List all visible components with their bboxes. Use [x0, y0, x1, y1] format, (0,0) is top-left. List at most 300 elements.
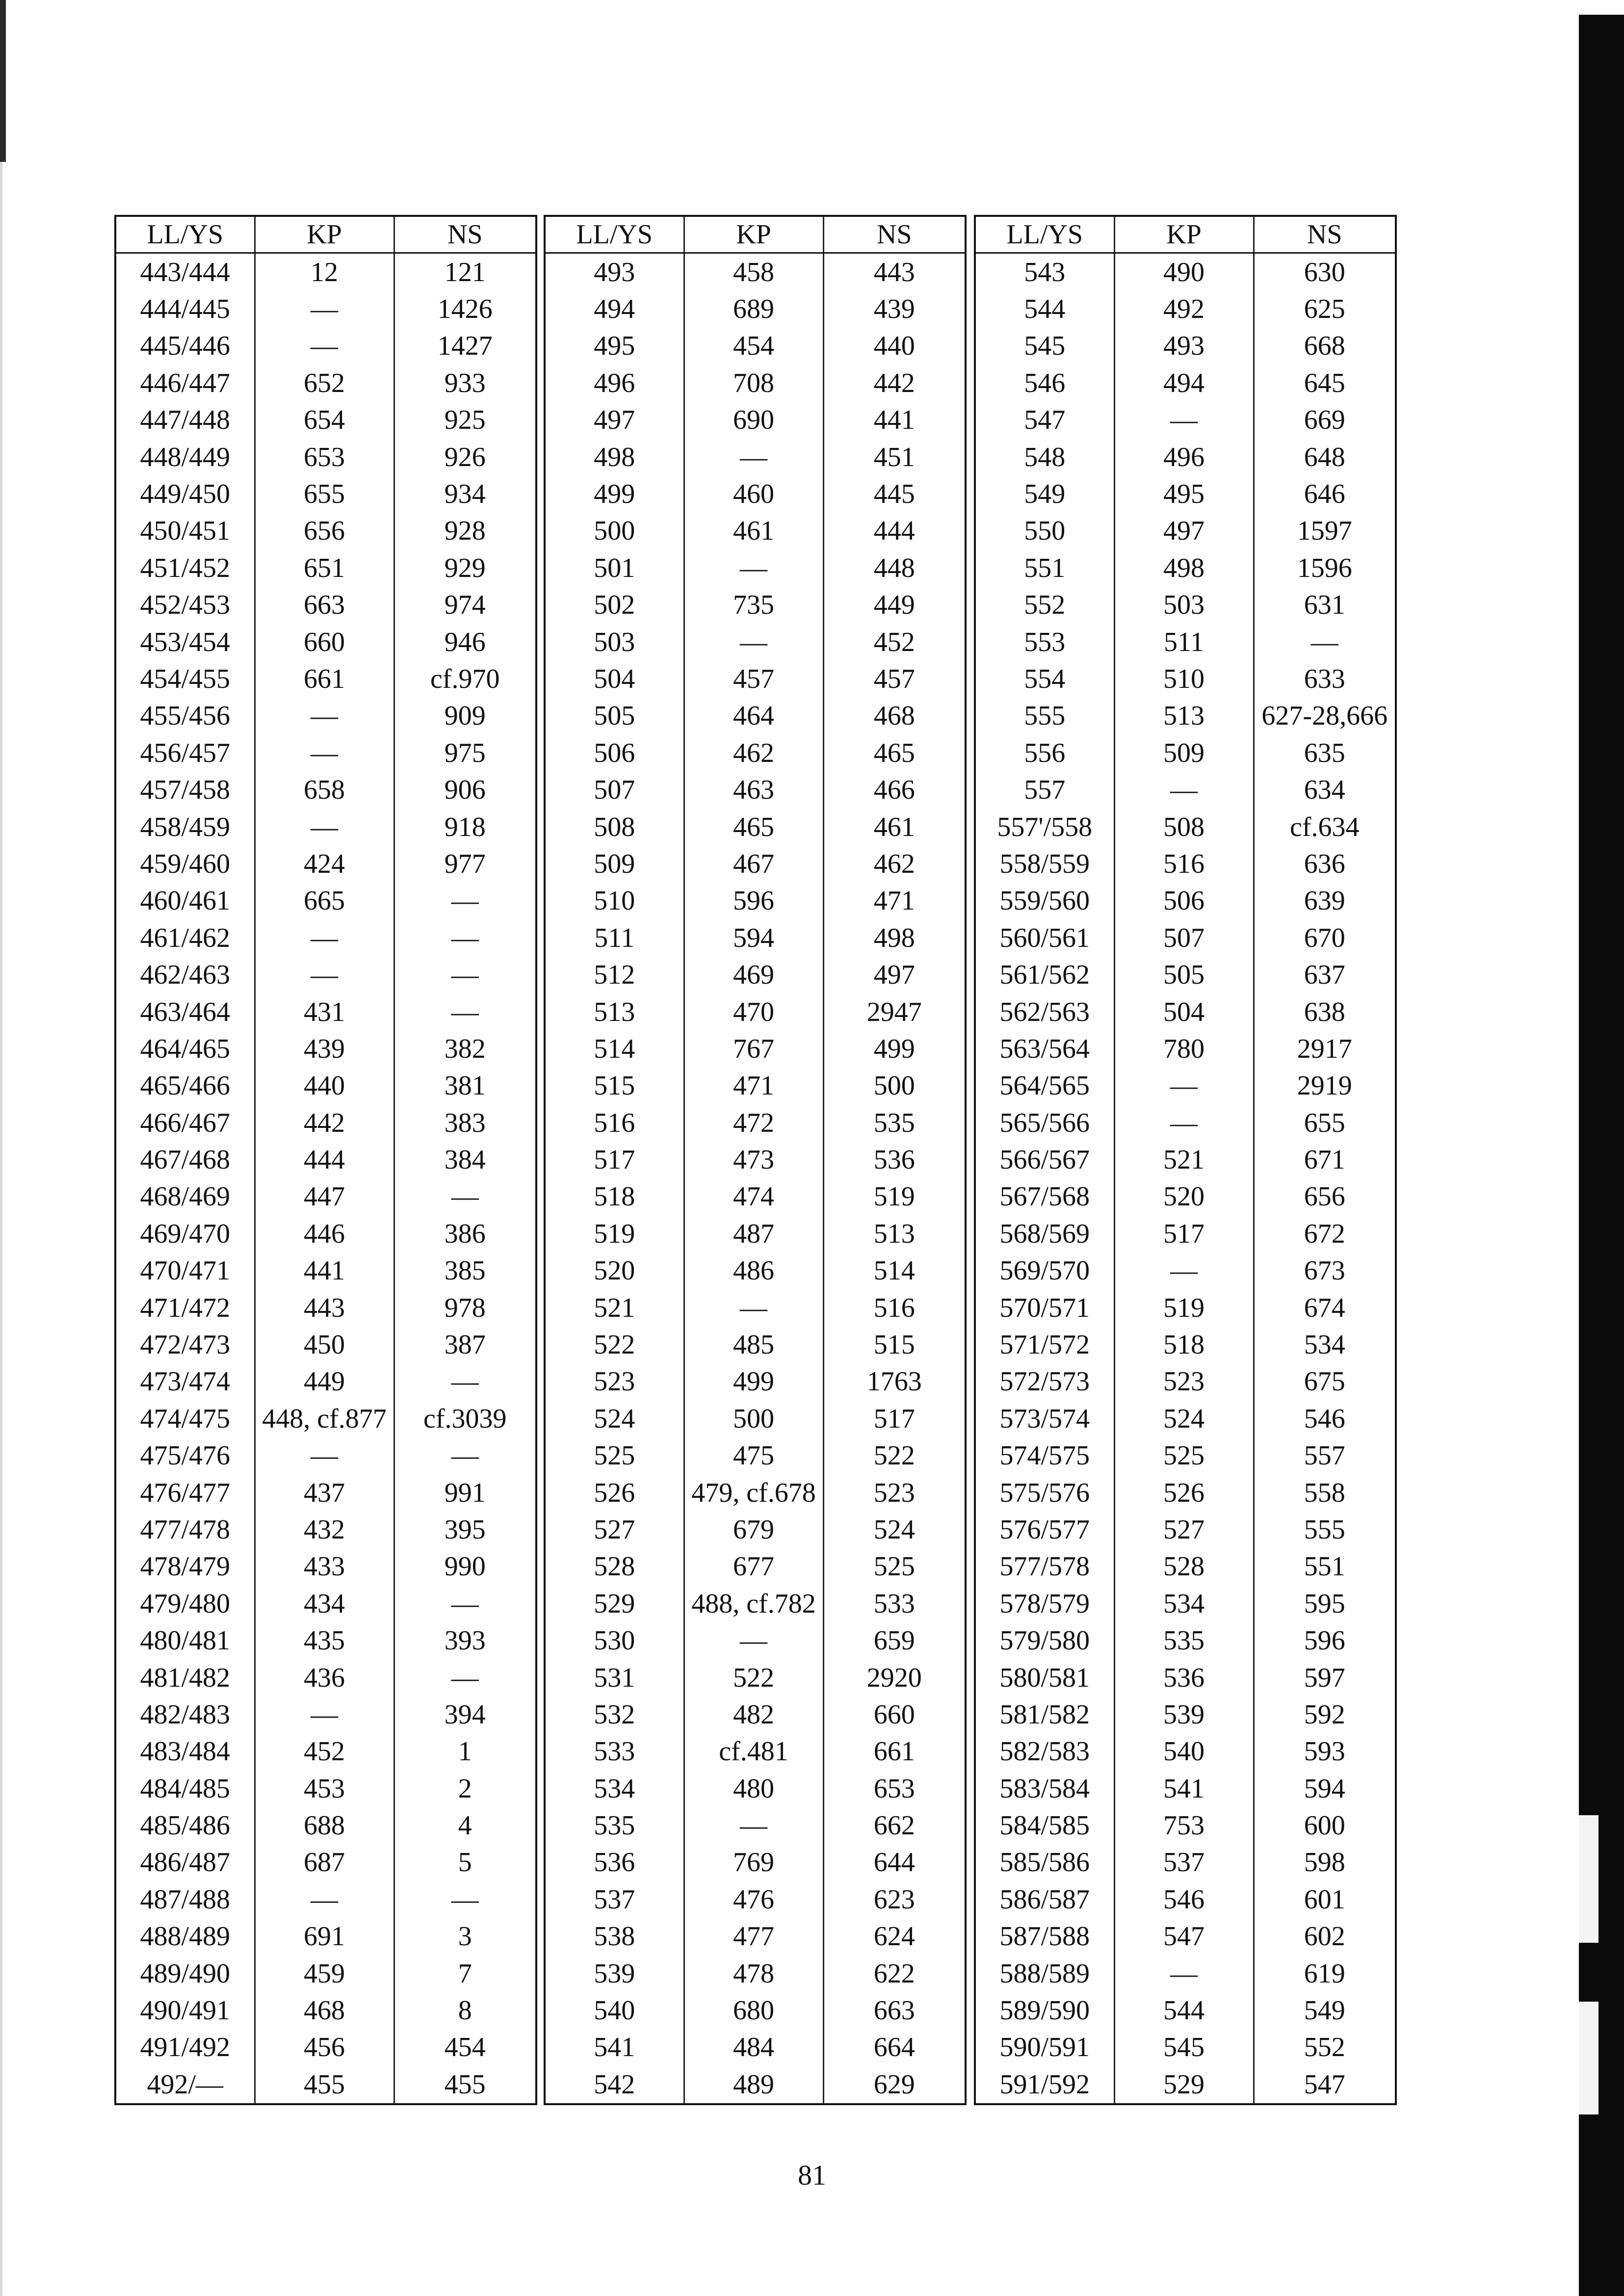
- cell-kp: 463: [684, 771, 823, 808]
- cell-ns: 909: [394, 698, 536, 734]
- cell-llys: 465/466: [115, 1068, 255, 1104]
- cell-ns: —: [394, 956, 536, 993]
- cell-ns: 918: [394, 809, 536, 845]
- cell-kp: 477: [684, 1918, 823, 1955]
- cell-kp: 688: [255, 1807, 394, 1844]
- cell-kp: 431: [255, 993, 394, 1030]
- cell-ns: 516: [823, 1289, 966, 1326]
- table-row: [975, 1400, 1396, 1437]
- cell-ns: 455: [394, 2066, 536, 2104]
- cell-ns: 457: [823, 660, 966, 697]
- cell-ns: 596: [1254, 1622, 1396, 1659]
- cell-llys: 451/452: [115, 549, 255, 586]
- cell-kp: 439: [255, 1030, 394, 1067]
- table-row: [975, 1918, 1396, 1955]
- cell-kp: 459: [255, 1955, 394, 1992]
- cell-llys: 574/575: [975, 1437, 1114, 1474]
- table-row: [545, 1141, 966, 1178]
- cell-llys: 586/587: [975, 1881, 1114, 1918]
- table-row: [115, 734, 536, 771]
- table-row: [115, 253, 536, 291]
- table-row: [975, 660, 1396, 697]
- cell-kp: 652: [255, 365, 394, 401]
- cell-llys: 550: [975, 513, 1114, 549]
- cell-kp: 735: [684, 587, 823, 624]
- cell-llys: 536: [545, 1844, 684, 1881]
- table-row: [975, 1068, 1396, 1104]
- cell-llys: 491/492: [115, 2029, 255, 2066]
- cell-llys: 497: [545, 402, 684, 439]
- cell-ns: 468: [823, 698, 966, 734]
- cell-llys: 524: [545, 1400, 684, 1437]
- cell-llys: 570/571: [975, 1289, 1114, 1326]
- table-row: [545, 734, 966, 771]
- cell-llys: 590/591: [975, 2029, 1114, 2066]
- cell-llys: 551: [975, 549, 1114, 586]
- cell-ns: 661: [823, 1733, 966, 1770]
- cell-llys: 559/560: [975, 883, 1114, 919]
- cell-ns: 449: [823, 587, 966, 624]
- cell-ns: 442: [823, 365, 966, 401]
- cell-ns: 2917: [1254, 1030, 1396, 1067]
- concordance-table-2: [544, 215, 967, 2105]
- cell-ns: 674: [1254, 1289, 1396, 1326]
- cell-llys: 506: [545, 734, 684, 771]
- table-row: [975, 1437, 1396, 1474]
- table-row: [975, 993, 1396, 1030]
- cell-ns: 602: [1254, 1918, 1396, 1955]
- cell-ns: 926: [394, 439, 536, 475]
- cell-ns: 383: [394, 1104, 536, 1141]
- cell-llys: 546: [975, 365, 1114, 401]
- cell-kp: 484: [684, 2029, 823, 2066]
- cell-llys: 447/448: [115, 402, 255, 439]
- cell-ns: 653: [823, 1770, 966, 1807]
- cell-kp: 517: [1114, 1215, 1254, 1252]
- cell-llys: 535: [545, 1807, 684, 1844]
- cell-kp: 680: [684, 1992, 823, 2029]
- cell-llys: 572/573: [975, 1363, 1114, 1400]
- cell-kp: 461: [684, 513, 823, 549]
- cell-kp: —: [1114, 1104, 1254, 1141]
- table-row: [975, 1215, 1396, 1252]
- table-row: [545, 1030, 966, 1067]
- cell-ns: 594: [1254, 1770, 1396, 1807]
- cell-kp: 497: [1114, 513, 1254, 549]
- cell-ns: 928: [394, 513, 536, 549]
- table-row: [115, 1733, 536, 1770]
- cell-kp: 492: [1114, 290, 1254, 327]
- table-row: [545, 1585, 966, 1622]
- cell-ns: 636: [1254, 845, 1396, 882]
- table-row: [115, 290, 536, 327]
- cell-llys: 488/489: [115, 1918, 255, 1955]
- cell-kp: 526: [1114, 1474, 1254, 1511]
- cell-llys: 542: [545, 2066, 684, 2104]
- table-row: [115, 1141, 536, 1178]
- table-row: [545, 698, 966, 734]
- cell-llys: 501: [545, 549, 684, 586]
- cell-llys: 568/569: [975, 1215, 1114, 1252]
- cell-llys: 569/570: [975, 1252, 1114, 1289]
- cell-ns: 660: [823, 1696, 966, 1733]
- header-llys: LL/YS: [115, 216, 255, 253]
- cell-llys: 457/458: [115, 771, 255, 808]
- table-row: [545, 1881, 966, 1918]
- table-row: [115, 365, 536, 401]
- cell-ns: 517: [823, 1400, 966, 1437]
- cell-kp: 665: [255, 883, 394, 919]
- cell-kp: —: [1114, 1068, 1254, 1104]
- table-row: [545, 1770, 966, 1807]
- cell-ns: 672: [1254, 1215, 1396, 1252]
- cell-llys: 563/564: [975, 1030, 1114, 1067]
- cell-ns: 549: [1254, 1992, 1396, 2029]
- cell-kp: 547: [1114, 1918, 1254, 1955]
- cell-kp: 456: [255, 2029, 394, 2066]
- cell-kp: 12: [255, 253, 394, 291]
- cell-kp: 546: [1114, 1881, 1254, 1918]
- table-row: [975, 1030, 1396, 1067]
- cell-llys: 460/461: [115, 883, 255, 919]
- table-row: [545, 956, 966, 993]
- cell-ns: 384: [394, 1141, 536, 1178]
- cell-ns: 534: [1254, 1326, 1396, 1363]
- cell-ns: 4: [394, 1807, 536, 1844]
- cell-llys: 539: [545, 1955, 684, 1992]
- cell-ns: 513: [823, 1215, 966, 1252]
- cell-llys: 470/471: [115, 1252, 255, 1289]
- cell-llys: 509: [545, 845, 684, 882]
- cell-llys: 511: [545, 919, 684, 956]
- table-row: [115, 1400, 536, 1437]
- cell-kp: —: [684, 1622, 823, 1659]
- cell-llys: 585/586: [975, 1844, 1114, 1881]
- cell-kp: —: [255, 1881, 394, 1918]
- table-row: [975, 698, 1396, 734]
- cell-ns: 645: [1254, 365, 1396, 401]
- table-row: [545, 1068, 966, 1104]
- table-row: [545, 1992, 966, 2029]
- cell-ns: 466: [823, 771, 966, 808]
- cell-kp: 511: [1114, 624, 1254, 660]
- table-row: [975, 883, 1396, 919]
- cell-ns: 535: [823, 1104, 966, 1141]
- cell-llys: 469/470: [115, 1215, 255, 1252]
- table-row: [545, 883, 966, 919]
- cell-ns: 515: [823, 1326, 966, 1363]
- table-row: [545, 253, 966, 291]
- cell-kp: 521: [1114, 1141, 1254, 1178]
- header-kp: KP: [684, 216, 823, 253]
- cell-llys: 464/465: [115, 1030, 255, 1067]
- cell-kp: 462: [684, 734, 823, 771]
- cell-llys: 443/444: [115, 253, 255, 291]
- cell-ns: 385: [394, 1252, 536, 1289]
- table-row: [975, 809, 1396, 845]
- cell-llys: 468/469: [115, 1178, 255, 1215]
- table-row: [975, 1807, 1396, 1844]
- cell-llys: 444/445: [115, 290, 255, 327]
- table-row: [115, 328, 536, 365]
- cell-llys: 481/482: [115, 1659, 255, 1696]
- cell-llys: 579/580: [975, 1622, 1114, 1659]
- table-row: [115, 1585, 536, 1622]
- cell-ns: 536: [823, 1141, 966, 1178]
- cell-kp: 524: [1114, 1400, 1254, 1437]
- table-row: [545, 1548, 966, 1585]
- table-row: [975, 919, 1396, 956]
- cell-kp: —: [684, 624, 823, 660]
- cell-llys: 581/582: [975, 1696, 1114, 1733]
- cell-ns: 639: [1254, 883, 1396, 919]
- cell-ns: 671: [1254, 1141, 1396, 1178]
- table-row: [115, 513, 536, 549]
- cell-kp: 656: [255, 513, 394, 549]
- cell-kp: 691: [255, 1918, 394, 1955]
- cell-kp: 455: [255, 2066, 394, 2104]
- cell-kp: 496: [1114, 439, 1254, 475]
- cell-ns: 673: [1254, 1252, 1396, 1289]
- cell-llys: 544: [975, 290, 1114, 327]
- table-row: [975, 1585, 1396, 1622]
- cell-llys: 560/561: [975, 919, 1114, 956]
- table-row: [115, 771, 536, 808]
- table-row: [115, 1215, 536, 1252]
- cell-ns: 382: [394, 1030, 536, 1067]
- cell-ns: 925: [394, 402, 536, 439]
- table-row: [115, 1770, 536, 1807]
- table-row: [975, 1844, 1396, 1881]
- header-kp: KP: [255, 216, 394, 253]
- cell-kp: 489: [684, 2066, 823, 2104]
- table-row: [975, 1252, 1396, 1289]
- table-row: [115, 1696, 536, 1733]
- cell-llys: 508: [545, 809, 684, 845]
- cell-ns: 1763: [823, 1363, 966, 1400]
- table-row: [115, 2029, 536, 2066]
- cell-kp: 677: [684, 1548, 823, 1585]
- cell-llys: 503: [545, 624, 684, 660]
- cell-kp: 518: [1114, 1326, 1254, 1363]
- cell-ns: 558: [1254, 1474, 1396, 1511]
- cell-ns: 595: [1254, 1585, 1396, 1622]
- cell-kp: 527: [1114, 1511, 1254, 1548]
- table-row: [545, 2029, 966, 2066]
- scan-edge-left-shadow: [0, 162, 2, 2296]
- cell-ns: 906: [394, 771, 536, 808]
- table-row: [115, 698, 536, 734]
- cell-kp: 488, cf.782: [684, 1585, 823, 1622]
- table-row: [975, 1696, 1396, 1733]
- cell-kp: 441: [255, 1252, 394, 1289]
- table-row: [115, 439, 536, 475]
- cell-kp: 458: [684, 253, 823, 291]
- cell-ns: 471: [823, 883, 966, 919]
- table-row: [545, 1363, 966, 1400]
- cell-llys: 573/574: [975, 1400, 1114, 1437]
- cell-ns: 669: [1254, 402, 1396, 439]
- cell-llys: 471/472: [115, 1289, 255, 1326]
- cell-ns: 627-28,666: [1254, 698, 1396, 734]
- cell-ns: 631: [1254, 587, 1396, 624]
- table-row: [975, 365, 1396, 401]
- cell-llys: 543: [975, 253, 1114, 291]
- cell-kp: 432: [255, 1511, 394, 1548]
- scan-edge-right-gap: [1579, 1815, 1598, 1943]
- cell-llys: 467/468: [115, 1141, 255, 1178]
- cell-llys: 492/—: [115, 2066, 255, 2104]
- cell-llys: 495: [545, 328, 684, 365]
- cell-kp: 469: [684, 956, 823, 993]
- table-row: [545, 328, 966, 365]
- cell-llys: 472/473: [115, 1326, 255, 1363]
- cell-ns: 2947: [823, 993, 966, 1030]
- cell-ns: 547: [1254, 2066, 1396, 2104]
- cell-kp: 655: [255, 475, 394, 512]
- cell-ns: 601: [1254, 1881, 1396, 1918]
- cell-ns: 648: [1254, 439, 1396, 475]
- cell-ns: 646: [1254, 475, 1396, 512]
- table-row: [545, 1215, 966, 1252]
- cell-llys: 583/584: [975, 1770, 1114, 1807]
- cell-kp: —: [684, 1807, 823, 1844]
- cell-llys: 564/565: [975, 1068, 1114, 1104]
- cell-llys: 445/446: [115, 328, 255, 365]
- cell-ns: 451: [823, 439, 966, 475]
- cell-kp: 453: [255, 1770, 394, 1807]
- cell-ns: 448: [823, 549, 966, 586]
- cell-kp: 690: [684, 402, 823, 439]
- cell-kp: 519: [1114, 1289, 1254, 1326]
- cell-llys: 526: [545, 1474, 684, 1511]
- table-row: [115, 919, 536, 956]
- table-row: [115, 1437, 536, 1474]
- cell-ns: 5: [394, 1844, 536, 1881]
- cell-ns: —: [394, 1659, 536, 1696]
- cell-llys: 499: [545, 475, 684, 512]
- cell-kp: 529: [1114, 2066, 1254, 2104]
- cell-llys: 587/588: [975, 1918, 1114, 1955]
- cell-ns: —: [394, 883, 536, 919]
- cell-ns: 634: [1254, 771, 1396, 808]
- table-row: [975, 1733, 1396, 1770]
- cell-kp: —: [255, 328, 394, 365]
- table-row: [975, 1326, 1396, 1363]
- cell-ns: 1: [394, 1733, 536, 1770]
- table-row: [975, 1511, 1396, 1548]
- cell-kp: 495: [1114, 475, 1254, 512]
- cell-ns: —: [394, 993, 536, 1030]
- cell-ns: 498: [823, 919, 966, 956]
- cell-ns: —: [394, 1585, 536, 1622]
- cell-kp: 460: [684, 475, 823, 512]
- cell-ns: 663: [823, 1992, 966, 2029]
- cell-kp: 687: [255, 1844, 394, 1881]
- table-row: [975, 2066, 1396, 2104]
- cell-kp: 653: [255, 439, 394, 475]
- table-row: [975, 587, 1396, 624]
- table-row: [115, 402, 536, 439]
- cell-llys: 466/467: [115, 1104, 255, 1141]
- cell-ns: 977: [394, 845, 536, 882]
- cell-kp: 499: [684, 1363, 823, 1400]
- cell-llys: 519: [545, 1215, 684, 1252]
- cell-kp: 508: [1114, 809, 1254, 845]
- cell-kp: —: [684, 549, 823, 586]
- cell-ns: 662: [823, 1807, 966, 1844]
- cell-ns: 623: [823, 1881, 966, 1918]
- cell-ns: 934: [394, 475, 536, 512]
- cell-llys: 584/585: [975, 1807, 1114, 1844]
- cell-llys: 545: [975, 328, 1114, 365]
- cell-ns: 630: [1254, 253, 1396, 291]
- cell-kp: 535: [1114, 1622, 1254, 1659]
- cell-llys: 529: [545, 1585, 684, 1622]
- cell-kp: 689: [684, 290, 823, 327]
- cell-ns: —: [394, 1363, 536, 1400]
- cell-ns: 499: [823, 1030, 966, 1067]
- cell-kp: 513: [1114, 698, 1254, 734]
- cell-llys: 513: [545, 993, 684, 1030]
- table-row: [115, 1289, 536, 1326]
- cell-llys: 582/583: [975, 1733, 1114, 1770]
- cell-ns: 395: [394, 1511, 536, 1548]
- cell-ns: 1596: [1254, 549, 1396, 586]
- cell-llys: 531: [545, 1659, 684, 1696]
- cell-ns: 454: [394, 2029, 536, 2066]
- cell-llys: 510: [545, 883, 684, 919]
- cell-ns: 523: [823, 1474, 966, 1511]
- cell-llys: 474/475: [115, 1400, 255, 1437]
- cell-ns: 598: [1254, 1844, 1396, 1881]
- cell-kp: 541: [1114, 1770, 1254, 1807]
- table-row: [115, 1326, 536, 1363]
- cell-ns: 633: [1254, 660, 1396, 697]
- cell-ns: 638: [1254, 993, 1396, 1030]
- cell-kp: 470: [684, 993, 823, 1030]
- cell-llys: 521: [545, 1289, 684, 1326]
- cell-ns: 497: [823, 956, 966, 993]
- cell-llys: 462/463: [115, 956, 255, 993]
- cell-ns: 656: [1254, 1178, 1396, 1215]
- table-row: [545, 475, 966, 512]
- cell-kp: —: [255, 1696, 394, 1733]
- cell-ns: 452: [823, 624, 966, 660]
- cell-ns: 2: [394, 1770, 536, 1807]
- cell-llys: 571/572: [975, 1326, 1114, 1363]
- cell-llys: 484/485: [115, 1770, 255, 1807]
- cell-kp: —: [255, 1437, 394, 1474]
- cell-ns: 522: [823, 1437, 966, 1474]
- cell-ns: 8: [394, 1992, 536, 2029]
- cell-ns: 465: [823, 734, 966, 771]
- table-row: [545, 587, 966, 624]
- cell-ns: cf.970: [394, 660, 536, 697]
- cell-ns: 444: [823, 513, 966, 549]
- cell-llys: 504: [545, 660, 684, 697]
- cell-llys: 580/581: [975, 1659, 1114, 1696]
- cell-ns: 386: [394, 1215, 536, 1252]
- cell-llys: 520: [545, 1252, 684, 1289]
- cell-kp: 509: [1114, 734, 1254, 771]
- cell-kp: 449: [255, 1363, 394, 1400]
- table-row: [115, 1474, 536, 1511]
- cell-llys: 532: [545, 1696, 684, 1733]
- cell-ns: 637: [1254, 956, 1396, 993]
- table-row: [115, 1807, 536, 1844]
- cell-llys: 549: [975, 475, 1114, 512]
